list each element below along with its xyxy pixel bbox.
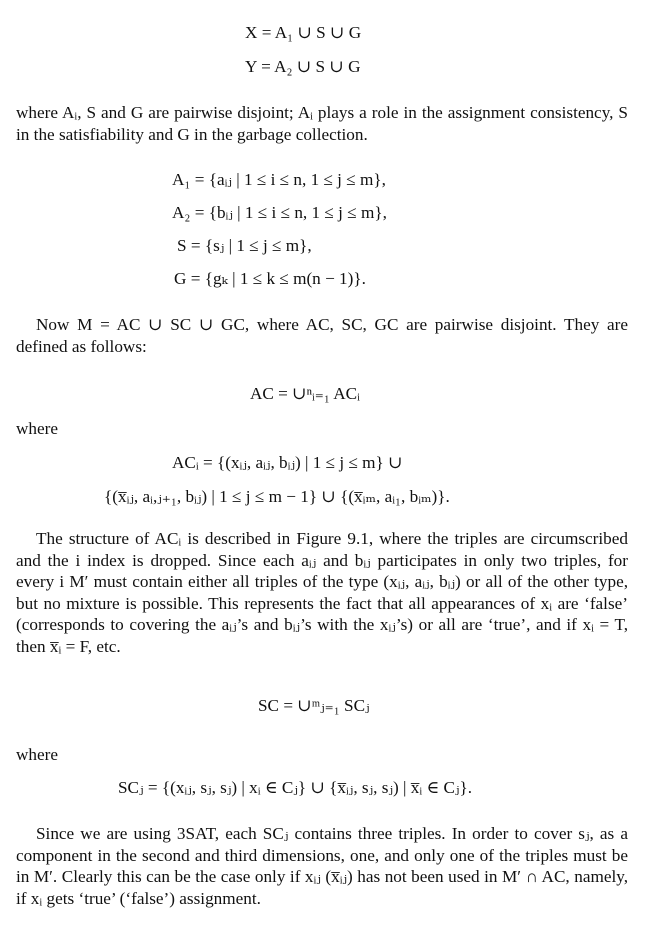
equation-s-set: S = {sⱼ | 1 ≤ j ≤ m}, — [177, 236, 312, 255]
equation-a1-set: A₁ = {aᵢⱼ | 1 ≤ i ≤ n, 1 ≤ j ≤ m}, — [172, 170, 386, 189]
paragraph-structure-aci: The structure of ACᵢ is described in Figure 9.1, where the triples are circumscribed and the i index is dropped. Since each aᵢⱼ and bᵢⱼ participates in only two triples, for every i M′ must contain either all triples of the type (xᵢⱼ, aᵢⱼ, bᵢⱼ) or all of the other type, but no mixture is possible. This represents the fact that all appearances of xᵢ are ‘false’ (corresponds to covering the aᵢⱼ’s and bᵢⱼ’s with the xᵢⱼ’s) or all are ‘true’, and if xᵢ = T, then x̅ᵢ = F, etc. — [16, 529, 628, 656]
paragraph-m-definition: Now M = AC ∪ SC ∪ GC, where AC, SC, GC are pairwise disjoint. They are defined as follows: — [16, 315, 628, 356]
equation-ac-union: AC = ∪ⁿᵢ₌₁ ACᵢ — [250, 384, 360, 403]
equation-sc-union: SC = ∪ᵐⱼ₌₁ SCⱼ — [258, 696, 370, 715]
equation-y: Y = A₂ ∪ S ∪ G — [245, 57, 361, 76]
equation-scj: SCⱼ = {(xᵢⱼ, sⱼ, sⱼ) | xᵢ ∈ Cⱼ} ∪ {x̅ᵢⱼ, sⱼ, sⱼ) | x̅ᵢ ∈ Cⱼ}. — [118, 778, 473, 797]
equation-aci-line2: {(x̅ᵢⱼ, aᵢ,ⱼ₊₁, bᵢⱼ) | 1 ≤ j ≤ m − 1} ∪ {(x̅ᵢₘ, aᵢ₁, bᵢₘ)}. — [104, 487, 450, 506]
paragraph-disjoint-sets: where Aᵢ, S and G are pairwise disjoint; Aᵢ plays a role in the assignment consistency, S in the satisfiability and G in the garbage collection. — [16, 103, 628, 144]
paragraph-3sat: Since we are using 3SAT, each SCⱼ contains three triples. In order to cover sⱼ, as a component in the second and third dimensions, one, and only one of the triples must be in M′. Clearly this can be the case only if xᵢⱼ (x̅ᵢⱼ) has not been used in M′ ∩ AC, namely, if xᵢ gets ‘true’ (‘false’) assignment. — [16, 824, 628, 908]
equation-x: X = A₁ ∪ S ∪ G — [245, 23, 362, 42]
equation-a2-set: A₂ = {bᵢⱼ | 1 ≤ i ≤ n, 1 ≤ j ≤ m}, — [172, 203, 387, 222]
equation-aci-line1: ACᵢ = {(xᵢⱼ, aᵢⱼ, bᵢⱼ) | 1 ≤ j ≤ m} ∪ — [172, 453, 403, 472]
equation-g-set: G = {gₖ | 1 ≤ k ≤ m(n − 1)}. — [174, 269, 366, 288]
label-where-1: where — [16, 419, 58, 438]
label-where-2: where — [16, 745, 58, 764]
